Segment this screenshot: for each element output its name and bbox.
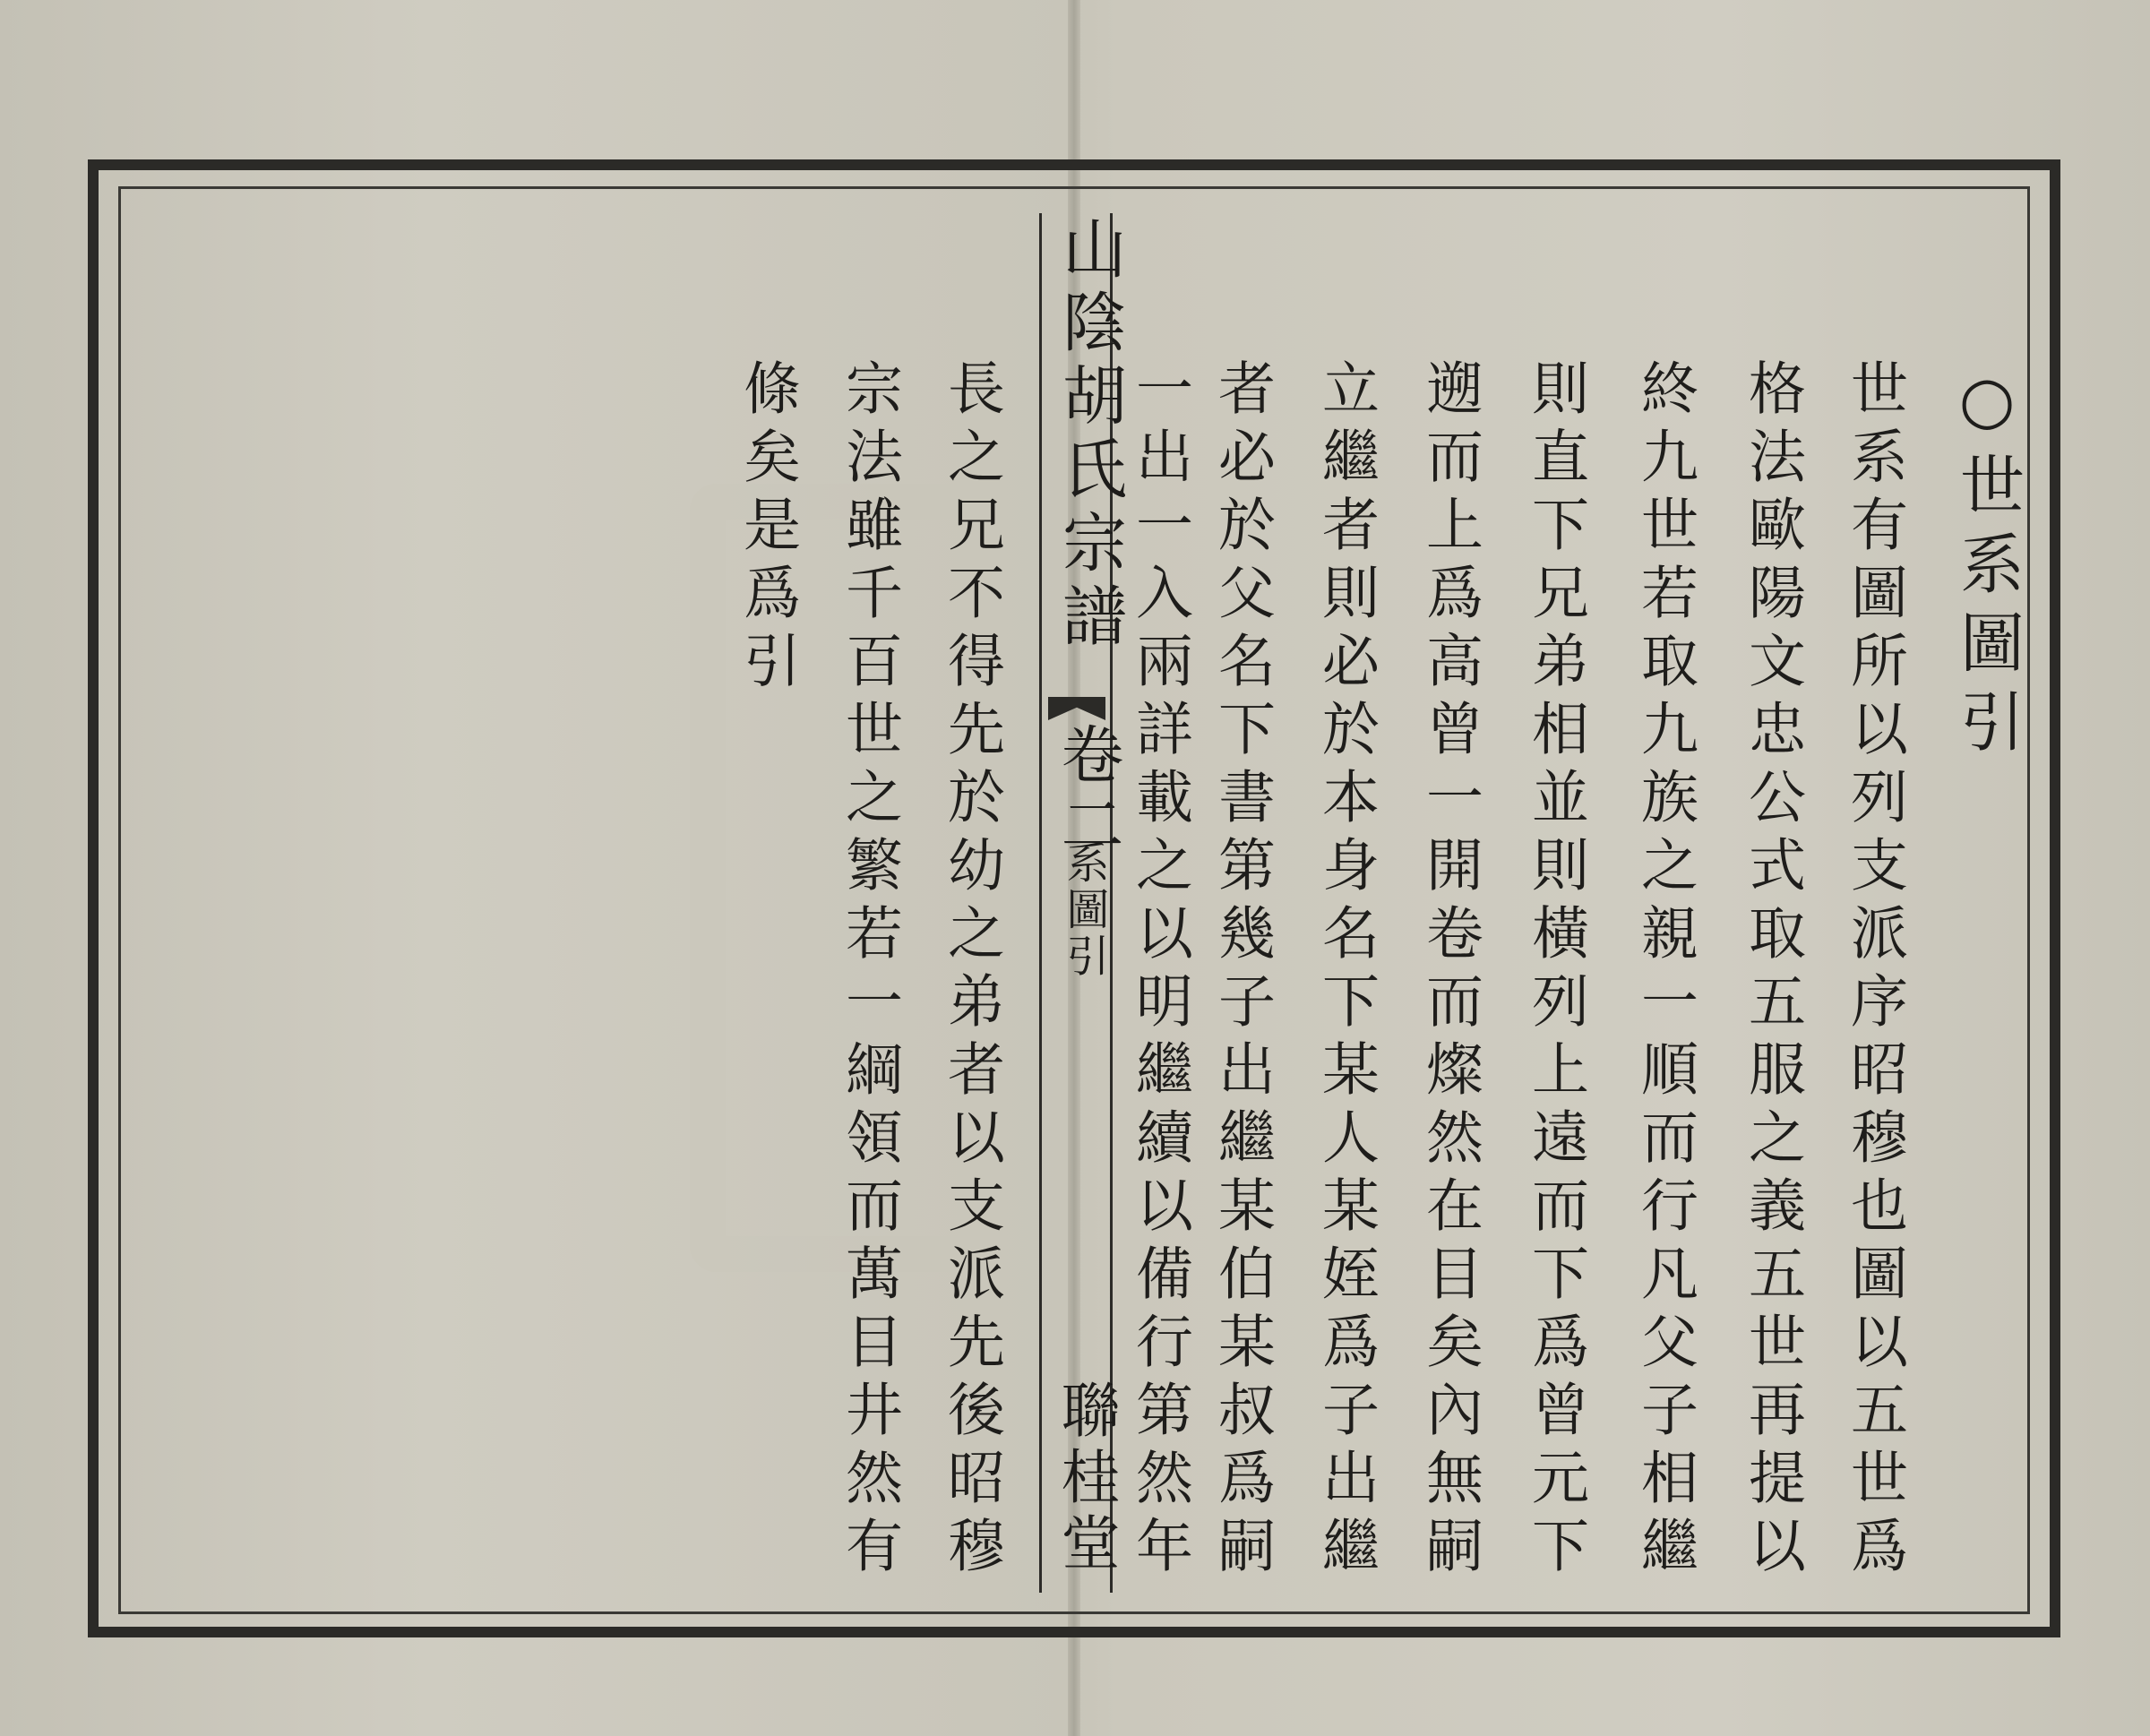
text-column-5: 則直下兄弟相並則橫列上遠而下爲曾元下 xyxy=(1522,358,1588,1584)
volume-label: 卷二 xyxy=(1051,722,1124,862)
text-column-9: 一出一入兩詳載之以明繼續以備行第然年 xyxy=(1126,358,1192,1584)
text-column-1: ○世系圖引 xyxy=(1949,362,2025,767)
text-column-7: 立繼者則必於本身名下某人某姪爲子出繼 xyxy=(1312,358,1379,1584)
section-label: 系圖引 xyxy=(1059,840,1109,980)
text-column-4: 終九世若取九族之親一順而行凡父子相繼 xyxy=(1631,358,1698,1584)
text-column-3: 格法歐陽文忠公式取五服之義五世再提以 xyxy=(1739,358,1805,1584)
text-column-12: 條矣是爲引 xyxy=(734,358,800,699)
text-column-6: 遡而上爲高曾一開卷而燦然在目矣內無嗣 xyxy=(1416,358,1483,1584)
text-column-2: 世系有圖所以列支派序昭穆也圖以五世爲 xyxy=(1841,358,1907,1584)
genealogy-title: 山陰胡氏宗譜 xyxy=(1052,215,1127,656)
text-column-11: 宗法雖千百世之繁若一綱領而萬目井然有 xyxy=(836,358,902,1584)
text-column-10: 長之兄不得先於幼之弟者以支派先後昭穆 xyxy=(938,358,1004,1584)
text-column-8: 者必於父名下書第幾子出繼某伯某叔爲嗣 xyxy=(1208,358,1275,1584)
hall-name: 聯桂堂 xyxy=(1051,1379,1120,1578)
